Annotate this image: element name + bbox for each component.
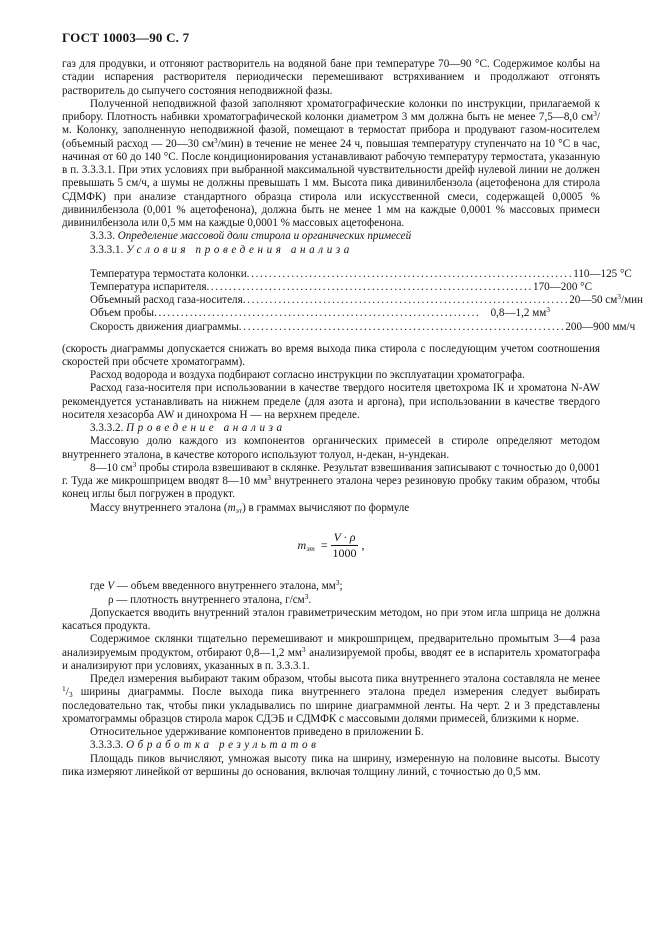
- paragraph-relative-retention: Относительное удерживание компонентов приведено в приложении Б.: [90, 726, 424, 739]
- formula-legend-density: ρ — плотность внутреннего эталона, $г/см^3$.: [108, 591, 312, 606]
- paragraph-injection: Содержимое склянки тщательно перемешивают и микрошприцем, предварительно промытым 3—4 раза анализируемым продуктом, отбирают 0,8—1,2 $мм^3$ анализируемой пробы, вводят ее в испаритель хроматографа и анализируют при условиях, указанных в п. 3.3.3.1.: [62, 633, 601, 672]
- section-heading-3-3-3: 3.3.3. Определение массовой доли стирола и органических примесей: [90, 230, 412, 243]
- document-body: [62, 58, 643, 779]
- paragraph-gravimetric: Допускается вводить внутренний эталон гравиметрическим методом, но при этом игла шприца не должна касаться продукта.: [62, 606, 600, 633]
- section-heading-3-3-3-1: 3.3.3.1. Условия проведения анализа: [90, 243, 353, 256]
- paragraph-peak-area: Площадь пиков вычисляют, умножая высоту пика на ширину, измеренную на половине высоты. Высоту пика измеряют линейкой от вершины до основания, включая толщину линий, с точностью до 0,5 мм.: [62, 752, 600, 778]
- section-heading-3-3-3-3: 3.3.3.3. Обработка результатов: [90, 739, 320, 752]
- formula-legend-volume: где V — объем введенного внутреннего эталона, $мм^3$;: [90, 578, 343, 593]
- condition-row: Температура термостата колонки ......................................................................... 110—125 °С: [90, 267, 632, 280]
- condition-row: Температура испарителя ......................................................................... 170—200 °С: [90, 280, 592, 293]
- condition-row: Скорость движения диаграммы ......................................................................... 200—900 мм/ч: [90, 320, 636, 333]
- paragraph-solvent: газ для продувки, и отгоняют растворитель на водяной бане при температуре 70—90 °С. Содержимое колбы на стадии испарения растворителя периодически перемешивают встряхиванием и продолжают отгонять растворитель до сыпучего состояния неподвижной фазы.: [62, 58, 600, 97]
- paragraph-gas-flow: Расход водорода и воздуха подбирают согласно инструкции по эксплуатации хроматографа.: [90, 369, 525, 382]
- paragraph-sample: 8—10 $см^3$ пробы стирола взвешивают в склянке. Результат взвешивания записывают с точностью до 0,0001 г. Туда же микрошприцем вводят 8—10 $мм^3$ внутреннего эталона через резиновую пробку таким образом, чтобы конец иглы был погружен в продукт.: [62, 459, 601, 501]
- paragraph-measurement-limit: Предел измерения выбирают таким образом, чтобы высота пика внутреннего эталона составляла не менее $^1/_3$ ширины диаграммы. После выхода пика внутреннего эталона предел измерения следует выбирать последовательно так, чтобы пики укладывались по ширине диаграммной ленты. На черт. 2 и 3 представлены хроматограммы образцов стирола марок СДЭБ и СДМФК с массовыми долями примесей, близкими к норме.: [62, 673, 600, 725]
- paragraph-mass-fraction: Массовую долю каждого из компонентов органических примесей в стироле определяют методом внутреннего эталона, в качестве которого используют толуол, н-декан, н-ундекан.: [62, 435, 600, 461]
- formula-fraction: $\frac{V \cdot \rho}{1000}$: [332, 529, 357, 561]
- paragraph-column-fill: Полученной неподвижной фазой заполняют хроматографические колонки по инструкции, прилагаемой к прибору. Плотность набивки хроматографической колонки диаметром 3 мм должна быть не менее 7,5—8,0 $см^3/м$. Колонку, заполненную неподвижной фазой, помещают в термостат прибора и продувают газом-носителем (объемный расход — 20—30 $см^3/мин$) в течение не менее 24 ч, повышая температуру ступенчато на 10 °С в час, начиная от 60 до 140 °С. После кондиционирования устанавливают рабочую температуру термостата, указанную в п. 3.3.3.1. При этих условиях при выбранной максимальной чувствительности дрейф нулевой линии не должен превышать 5 см/ч, а шумы не должны превышать 1 мм. Высота пика дивинилбензола (ацетофенона для стирола СДМФК) при анализе стандартного образца стирола или искусственной смеси, содержащей 0,0005 % дивинилбензола (0,001 % ацетофенона), должна быть не менее 1 мм на каждые 0,0001 % массовых примеси дивинилбензола или 0,5 мм на каждые 0,0001 % массовых ацетофенона.: [62, 97, 600, 229]
- paragraph-carrier-gas: Расход газа-носителя при использовании в качестве твердого носителя цветохрома IK и хроматона N-AW рекомендуется устанавливать на нижнем пределе (для азота и аргона), при использовании в качестве твердого носителя хезасорба AW и динохрома H — на верхнем пределе.: [62, 382, 600, 421]
- paragraph-mass-calc: Массу внутреннего эталона $(m_{эт})$ в граммах вычисляют по формуле: [90, 501, 410, 515]
- analysis-conditions-list: [90, 267, 643, 334]
- formula-internal-standard: $m_{эт}$ = $\frac{V \cdot \rho}{1000}$ ,: [297, 529, 365, 561]
- condition-row: Объемный расход газа-носителя ......................................................................... 20—50 $см^3$/мин: [90, 292, 643, 307]
- section-heading-3-3-3-2: 3.3.3.2. Проведение анализа: [90, 422, 286, 435]
- condition-row: Объем пробы ......................................................................... 0,8—1,2 $мм^3$: [90, 305, 550, 320]
- page-header: ГОСТ 10003—90 С. 7: [62, 30, 190, 45]
- paragraph-chart-speed: (скорость диаграммы допускается снижать во время выхода пика стирола с последующим учетом соотношения скоростей при обсчете хроматограмм).: [62, 342, 600, 368]
